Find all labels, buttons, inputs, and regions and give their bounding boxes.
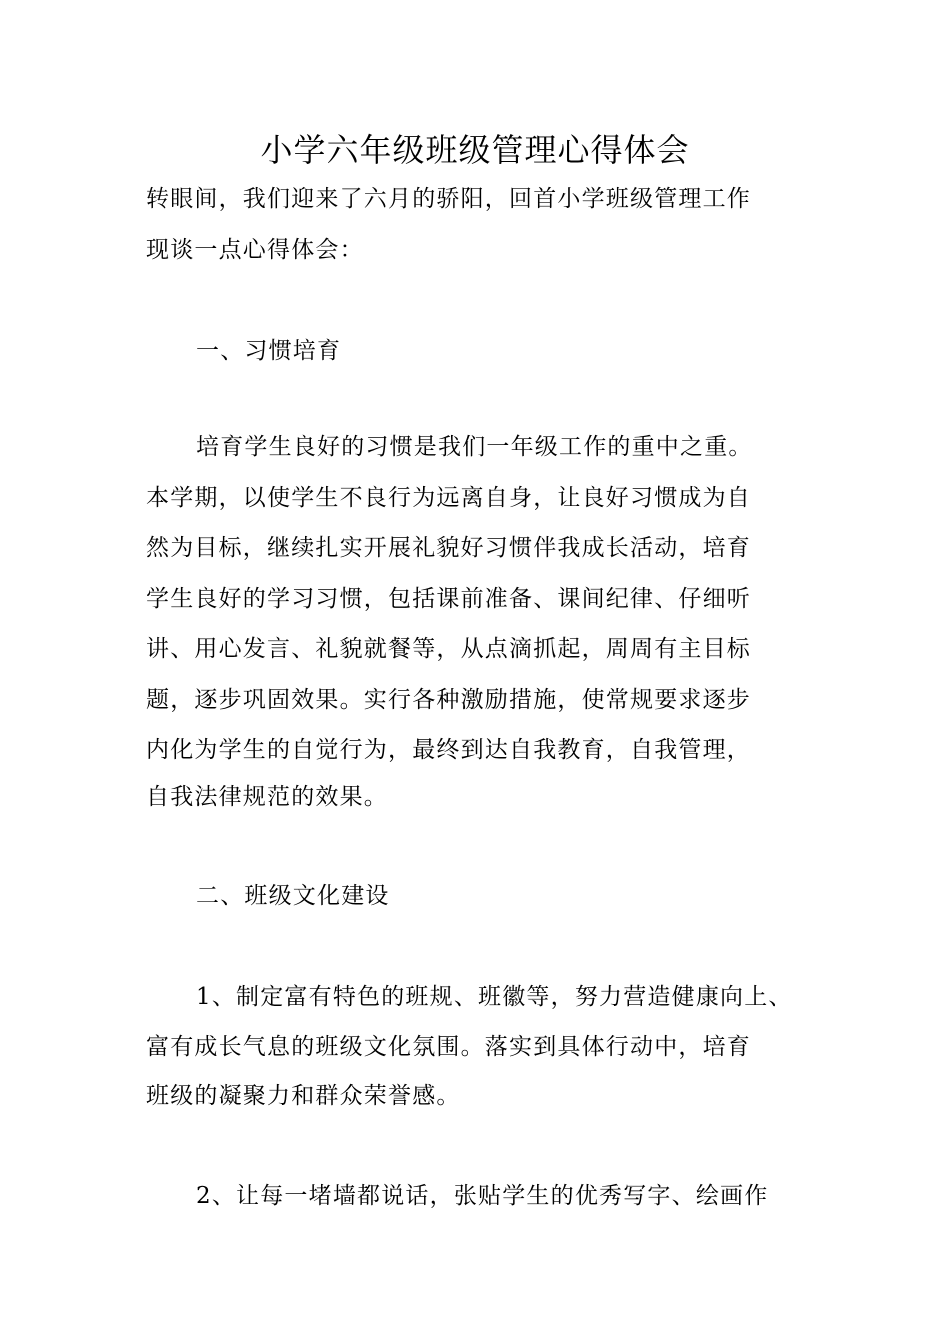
paragraph-line-habits-2: 本学期，以使学生不良行为远离自身，让良好习惯成为自 (146, 485, 751, 511)
paragraph-line-habits-4: 学生良好的学习习惯，包括课前准备、课间纪律、仔细听 (146, 586, 751, 612)
paragraph-line-habits-8: 自我法律规范的效果。 (146, 784, 388, 810)
section-heading-habits: 一、习惯培育 (196, 338, 342, 364)
paragraph-line-intro-2: 现谈一点心得体会： (146, 237, 364, 263)
document-title: 小学六年级班级管理心得体会 (260, 131, 690, 169)
paragraph-line-habits-3: 然为目标，继续扎实开展礼貌好习惯伴我成长活动，培育 (146, 535, 751, 561)
paragraph-line-habits-1: 培育学生良好的习惯是我们一年级工作的重中之重。 (196, 434, 753, 460)
paragraph-line-habits-5: 讲、用心发言、礼貌就餐等，从点滴抓起，周周有主目标 (146, 636, 751, 662)
paragraph-line-culture-3: 班级的凝聚力和群众荣誉感。 (146, 1083, 461, 1109)
paragraph-line-intro-1: 转眼间，我们迎来了六月的骄阳，回首小学班级管理工作 (146, 186, 751, 212)
paragraph-line-culture-1: 1、制定富有特色的班规、班徽等，努力营造健康向上、 (196, 984, 793, 1010)
paragraph-line-culture-4: 2、让每一堵墙都说话，张贴学生的优秀写字、绘画作 (196, 1183, 769, 1209)
paragraph-line-habits-7: 内化为学生的自觉行为，最终到达自我教育，自我管理， (146, 737, 751, 763)
paragraph-line-habits-6: 题，逐步巩固效果。实行各种激励措施，使常规要求逐步 (146, 687, 751, 713)
paragraph-line-culture-2: 富有成长气息的班级文化氛围。落实到具体行动中，培育 (146, 1034, 751, 1060)
section-heading-class-culture: 二、班级文化建设 (196, 883, 390, 909)
